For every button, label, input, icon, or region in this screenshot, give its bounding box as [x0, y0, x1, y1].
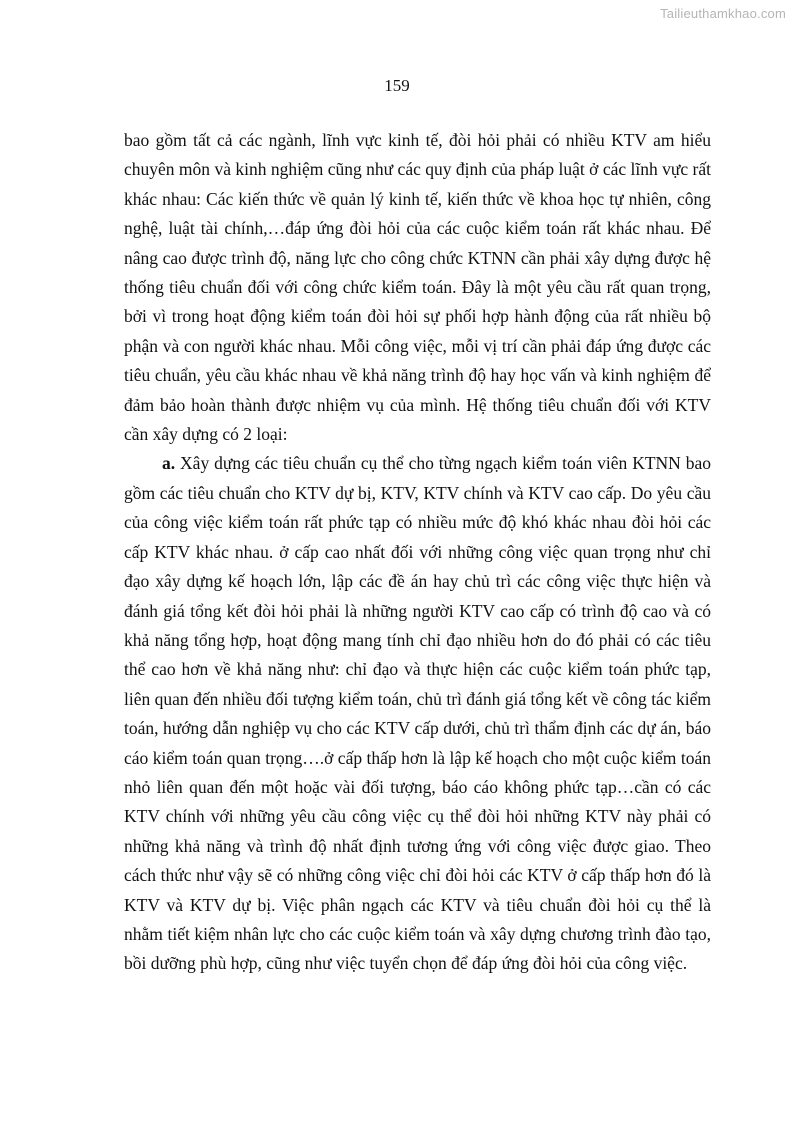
watermark: Tailieuthamkhao.com — [660, 6, 786, 21]
paragraph-item-a — [124, 449, 711, 978]
paragraph-continuation: bao gồm tất cả các ngành, lĩnh vực kinh tế, đòi hỏi phải có nhiều KTV am hiểu chuyên môn và kinh nghiệm cũng như các quy định của pháp luật ở các lĩnh vực rất khác nhau: Các kiến thức về quản lý kinh tế, kiến thức về khoa học tự nhiên, công nghệ, luật tài chính,…đáp ứng đòi hỏi của các cuộc kiểm toán rất khác nhau. Để nâng cao được trình độ, năng lực cho công chức KTNN cần phải xây dựng được hệ thống tiêu chuẩn đối với công chức kiểm toán. Đây là một yêu cầu rất quan trọng, bởi vì trong hoạt động kiểm toán đòi hỏi sự phối hợp hành động của rất nhiều bộ phận và con người khác nhau. Mỗi công việc, mỗi vị trí cần phải đáp ứng được các tiêu chuẩn, yêu cầu khác nhau về khả năng trình độ hay học vấn và kinh nghiệm để đảm bảo hoàn thành được nhiệm vụ của mình. Hệ thống tiêu chuẩn đối với KTV cần xây dựng có 2 loại: — [124, 130, 711, 445]
page-number: 159 — [384, 76, 410, 95]
item-text: Xây dựng các tiêu chuẩn cụ thể cho từng ngạch kiểm toán viên KTNN bao gồm các tiêu chuẩn cho KTV dự bị, KTV, KTV chính và KTV cao cấp. Do yêu cầu của công việc kiểm toán rất phức tạp có nhiều mức độ khó khác nhau đòi hỏi các cấp KTV khác nhau. ở cấp cao nhất đối với những công việc quan trọng như chỉ đạo xây dựng kế hoạch lớn, lập các đề án hay chủ trì các công việc thực hiện và đánh giá tổng kết đòi hỏi phải là những người KTV cao cấp có trình độ cao và có khả năng tổng hợp, hoạt động mang tính chỉ đạo nhiều hơn do đó phải có các tiêu thể cao hơn về khả năng như: chỉ đạo và thực hiện các cuộc kiểm toán phức tạp, liên quan đến nhiều đối tượng kiểm toán, chủ trì đánh giá tổng kết về công tác kiểm toán, hướng dẫn nghiệp vụ cho các KTV cấp dưới, chủ trì thẩm định các dự án, báo cáo kiểm toán quan trọng….ở cấp thấp hơn là lập kế hoạch cho một cuộc kiểm toán nhỏ liên quan đến một hoặc vài đối tượng, báo cáo không phức tạp…cần có các KTV chính với những yêu cầu công việc cụ thể đòi hỏi những KTV này phải có những khả năng và trình độ nhất định tương ứng với công việc được giao. Theo cách thức như vậy sẽ có những công việc chỉ đòi hỏi các KTV ở cấp thấp hơn đó là KTV và KTV dự bị. Việc phân ngạch các KTV và tiêu chuẩn đòi hỏi cụ thể là nhằm tiết kiệm nhân lực cho các cuộc kiểm toán và xây dựng chương trình đào tạo, bồi dưỡng phù hợp, cũng như việc tuyển chọn để đáp ứng đòi hỏi của công việc. — [124, 453, 712, 974]
document-body — [124, 126, 711, 979]
item-label: a. — [162, 453, 176, 474]
